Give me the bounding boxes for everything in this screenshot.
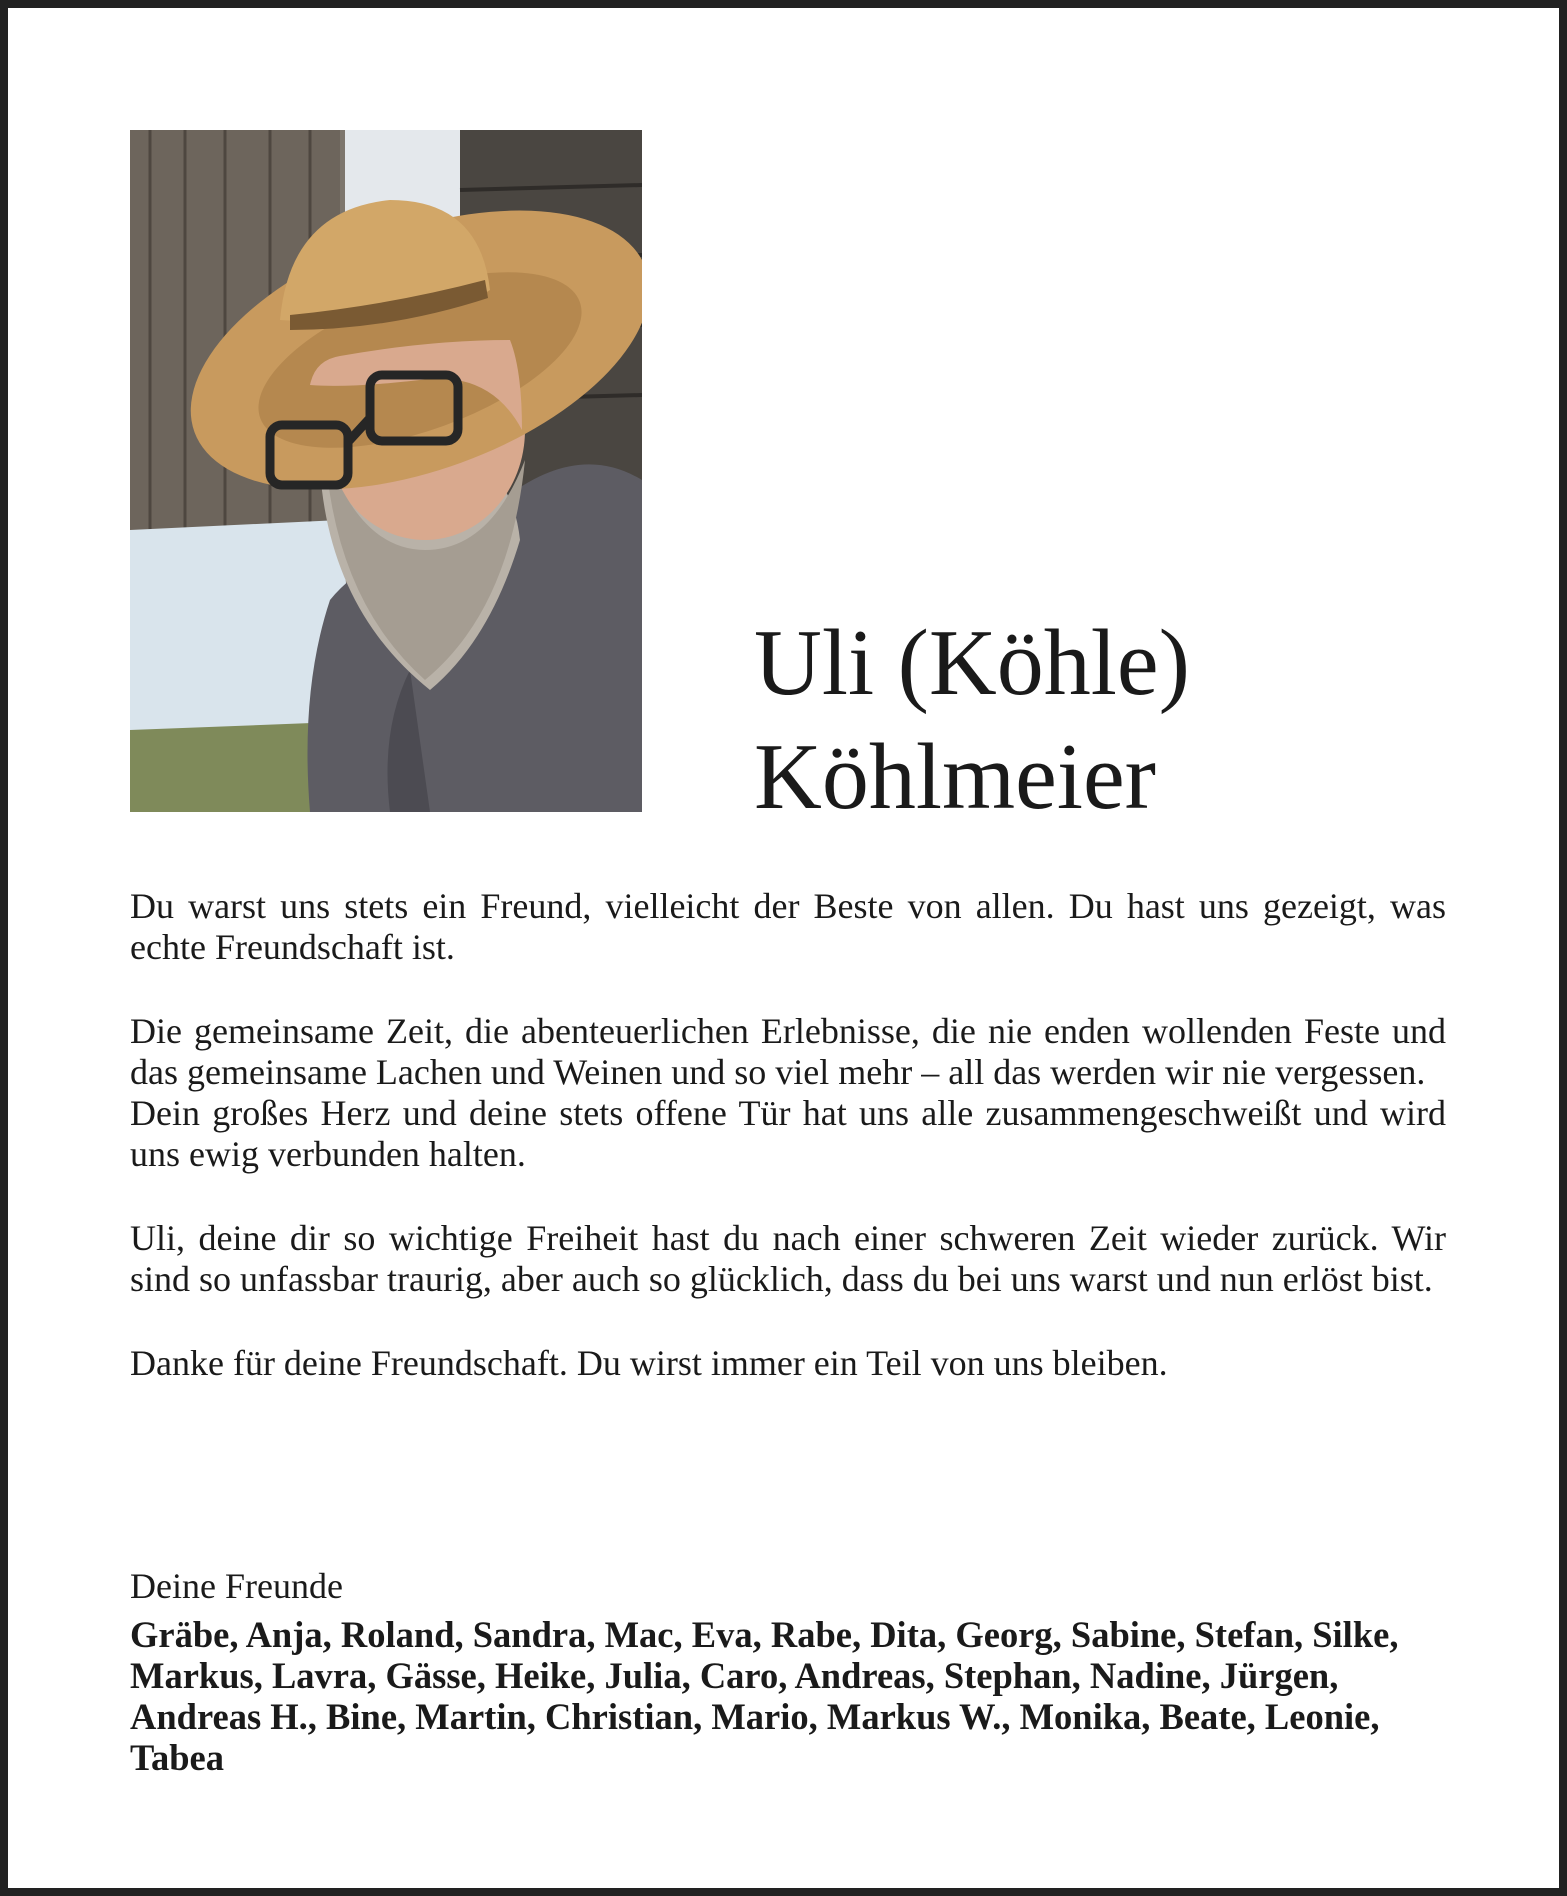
name-line-1: Uli (Köhle) (754, 611, 1190, 715)
obituary-text (130, 886, 1446, 1427)
paragraph-2b: Dein großes Herz und deine stets offene Tür hat uns alle zusammengeschweißt und wird uns ewig verbunden halten. (130, 1093, 1446, 1174)
paragraph-3: Uli, deine dir so wichtige Freiheit hast du nach einer schweren Zeit wieder zurück. Wir sind so unfassbar traurig, aber auch so glücklich, dass du bei uns warst und nun erlöst bist. (130, 1218, 1446, 1299)
portrait-photo (130, 130, 642, 812)
paragraph-2a: Die gemeinsame Zeit, die abenteuerlichen Erlebnisse, die nie enden wollenden Feste und das gemeinsame Lachen und Weinen und so viel mehr – all das werden wir nie vergessen. (130, 1011, 1446, 1092)
paragraph-1: Du warst uns stets ein Freund, vielleicht der Beste von allen. Du hast uns gezeigt, was echte Freundschaft ist. (130, 886, 1446, 967)
paragraph-4: Danke für deine Freundschaft. Du wirst immer ein Teil von uns bleiben. (130, 1343, 1168, 1383)
signature-label: Deine Freunde (130, 1566, 343, 1606)
deceased-name (754, 606, 1514, 834)
name-line-2: Köhlmeier (754, 725, 1156, 829)
signature-names: Gräbe, Anja, Roland, Sandra, Mac, Eva, Rabe, Dita, Georg, Sabine, Stefan, Silke, Markus, Lavra, Gässe, Heike, Julia, Caro, Andreas, Stephan, Nadine, Jürgen, Andreas H., Bine, Martin, Christian, Mario, Markus W., Monika, Beate, Leonie, Tabea (130, 1614, 1399, 1778)
portrait-illustration (130, 130, 642, 812)
